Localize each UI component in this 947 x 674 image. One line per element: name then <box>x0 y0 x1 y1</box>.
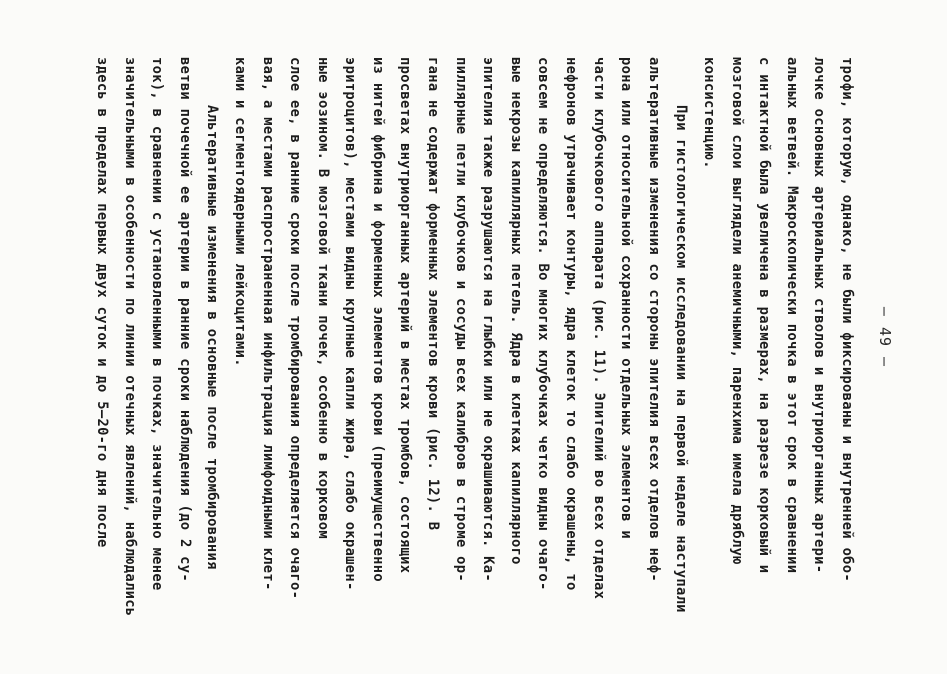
text-line: мозговой слои выглядели анемичными, паренхима имела дряблую <box>728 57 745 565</box>
text-line: ные эозином. В мозговой ткани почек, особенно в корковом <box>314 57 331 539</box>
text-line: вые некрозы капиллярных петель. Ядра в клетках капиллярного <box>507 57 524 565</box>
text-line: вая, а местами распространенная инфильтрация лимфоидными клет- <box>259 57 276 591</box>
text-line: эпителия также разрушаются на глыбки или не окрашиваются. Ка- <box>479 57 496 582</box>
body-text <box>87 57 860 617</box>
text-line: альных ветвей. Макроскопически почка в этот срок в сравнении <box>783 57 800 574</box>
text-line: Альтеративные изменения в основные после тромбирования <box>203 105 220 570</box>
text-line: ток), в сравнении с установленными в почках, значительно менее <box>148 57 165 591</box>
document-page <box>44 37 904 637</box>
text-line: альтеративные изменения со стороны эпителия всех отделов неф- <box>645 57 662 582</box>
text-line: пиллярные петли клубочков и сосуды всех калибров в строме ор- <box>452 57 469 582</box>
text-line: значительными в особенности по линии отечных явлений, наблюдались <box>121 57 138 617</box>
text-line: слое ее, в ранние сроки после тромбирования определяется очаго- <box>286 57 303 600</box>
text-line: из нитей фибрина и форменных элементов крови (преимущественно <box>369 57 386 582</box>
text-line: части клубочкового аппарата (рис. 11). Эпителий во всех отделах <box>590 57 607 600</box>
text-line: гана не содержат форменных элементов крови (рис. 12). В <box>424 57 441 531</box>
text-line: При гистологическом исследовании на первой неделе наступали <box>672 105 689 613</box>
text-line: нефронов утрачивает контуры, ядра клеток то слабо окрашены, то <box>562 57 579 591</box>
text-line: эритроцитов), местами видны крупные капли жира, слабо окрашен- <box>341 57 358 591</box>
text-line: рона или относительной сохранности отдельных элементов и <box>617 57 634 539</box>
text-line: консистенцию. <box>700 57 717 169</box>
text-line: с интактной была увеличена в размерах, на разрезе корковый и <box>755 57 772 574</box>
text-line: лочке основных артериальных стволов и внутриорганных артери- <box>810 57 827 574</box>
text-line: ветви почечной ее артерии в ранние сроки наблюдения (до 2 су- <box>176 57 193 582</box>
text-line: просветах внутриорганных артерий в местах тромбов, состоящих <box>397 57 413 574</box>
text-line: совсем не определяются. Во многих клубочках четко видны очаго- <box>534 57 551 591</box>
text-line: ками и сегментоядерными лейкоцитами. <box>231 57 248 367</box>
page-number: — 49 — <box>875 306 894 368</box>
text-line: трофи, которую, однако, не были фиксированы и внутренней обо- <box>838 57 855 582</box>
text-line: здесь в пределах первых двух суток и до 5–20-го дня после <box>93 57 110 548</box>
